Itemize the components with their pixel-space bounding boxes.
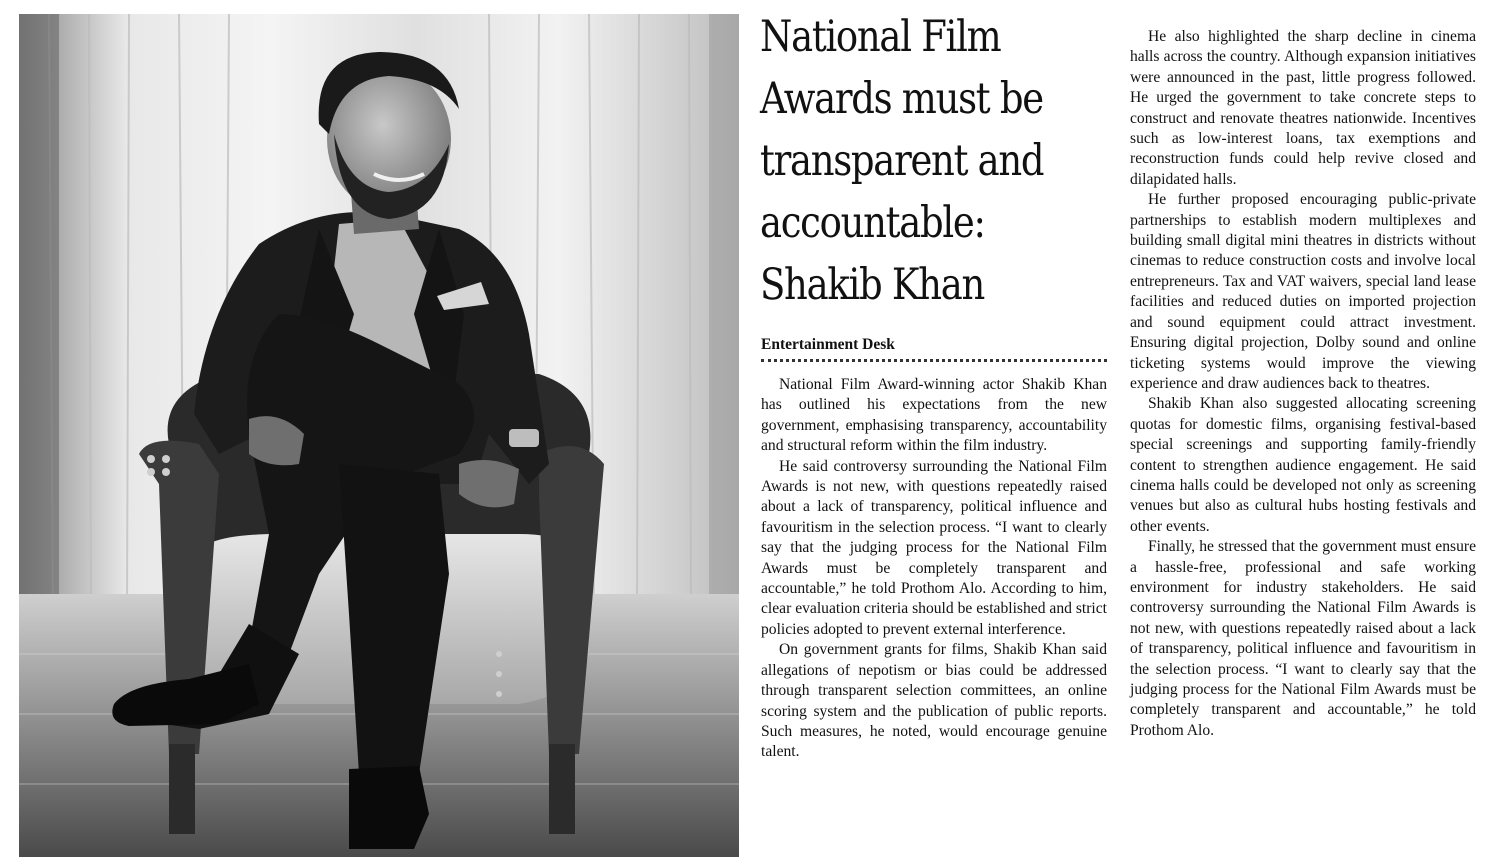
body-paragraph: He also highlighted the sharp decline in cinema halls across the country. Although expansion initiatives were announced in the past, little progress followed. He urged the government to take concrete steps to construct and renovate theatres nationwide. Incentives such as low-interest loans, tax exemptions and reconstruction funds could help revive closed and dilapidated halls. [1130, 28, 1476, 188]
article-headline: National Film Awards must be transparent and accountable: Shakib Khan [760, 12, 1044, 310]
body-paragraph: He said controversy surrounding the National Film Awards is not new, with questions repeatedly raised about a lack of transparency, political influence and favouritism in the selection process. “I want to clearly say that the judging process for the National Film Awards must be completely transparent and accountable,” he told Prothom Alo. According to him, clear evaluation criteria should be established and strict policies adopted to prevent external interference. [761, 457, 1107, 638]
portrait-photo [19, 14, 739, 857]
article-byline: Entertainment Desk [761, 336, 895, 353]
body-paragraph: National Film Award-winning actor Shakib Khan has outlined his expectations from the new government, emphasising transparency, accountability and structural reform within the film industry. [761, 376, 1107, 455]
article-body-column-2 [1130, 27, 1476, 741]
body-paragraph: Shakib Khan also suggested allocating screening quotas for domestic films, organising festival-based special screenings and supporting family-friendly content to strengthen audience engagement. He said cinema halls could be developed not only as screening venues but also as cultural hubs hosting festivals and other events. [1130, 395, 1476, 535]
byline-dotted-divider [761, 359, 1107, 362]
article-body-column-1 [761, 375, 1107, 763]
body-paragraph: He further proposed encouraging public-private partnerships to establish modern multiplexes and building small digital mini theatres in districts without cinemas to reduce construction costs and involve local entrepreneurs. Tax and VAT waivers, special land lease facilities and reduced duties on imported projection and sound equipment could attract investment. Ensuring digital projection, Dolby sound and online ticketing systems would improve the viewing experience and draw audiences back to theatres. [1130, 191, 1476, 392]
body-paragraph: On government grants for films, Shakib Khan said allegations of nepotism or bias could be addressed through transparent selection committees, an online scoring system and the publication of public reports. Such measures, he noted, would encourage genuine talent. [761, 641, 1107, 761]
body-paragraph: Finally, he stressed that the government must ensure a hassle-free, professional and safe working environment for industry stakeholders. He said controversy surrounding the National Film Awards is not new, with questions repeatedly raised about a lack of transparency, political influence and favouritism in the selection process. “I want to clearly say that the judging process for the National Film Awards must be completely transparent and accountable,” he told Prothom Alo. [1130, 538, 1476, 739]
